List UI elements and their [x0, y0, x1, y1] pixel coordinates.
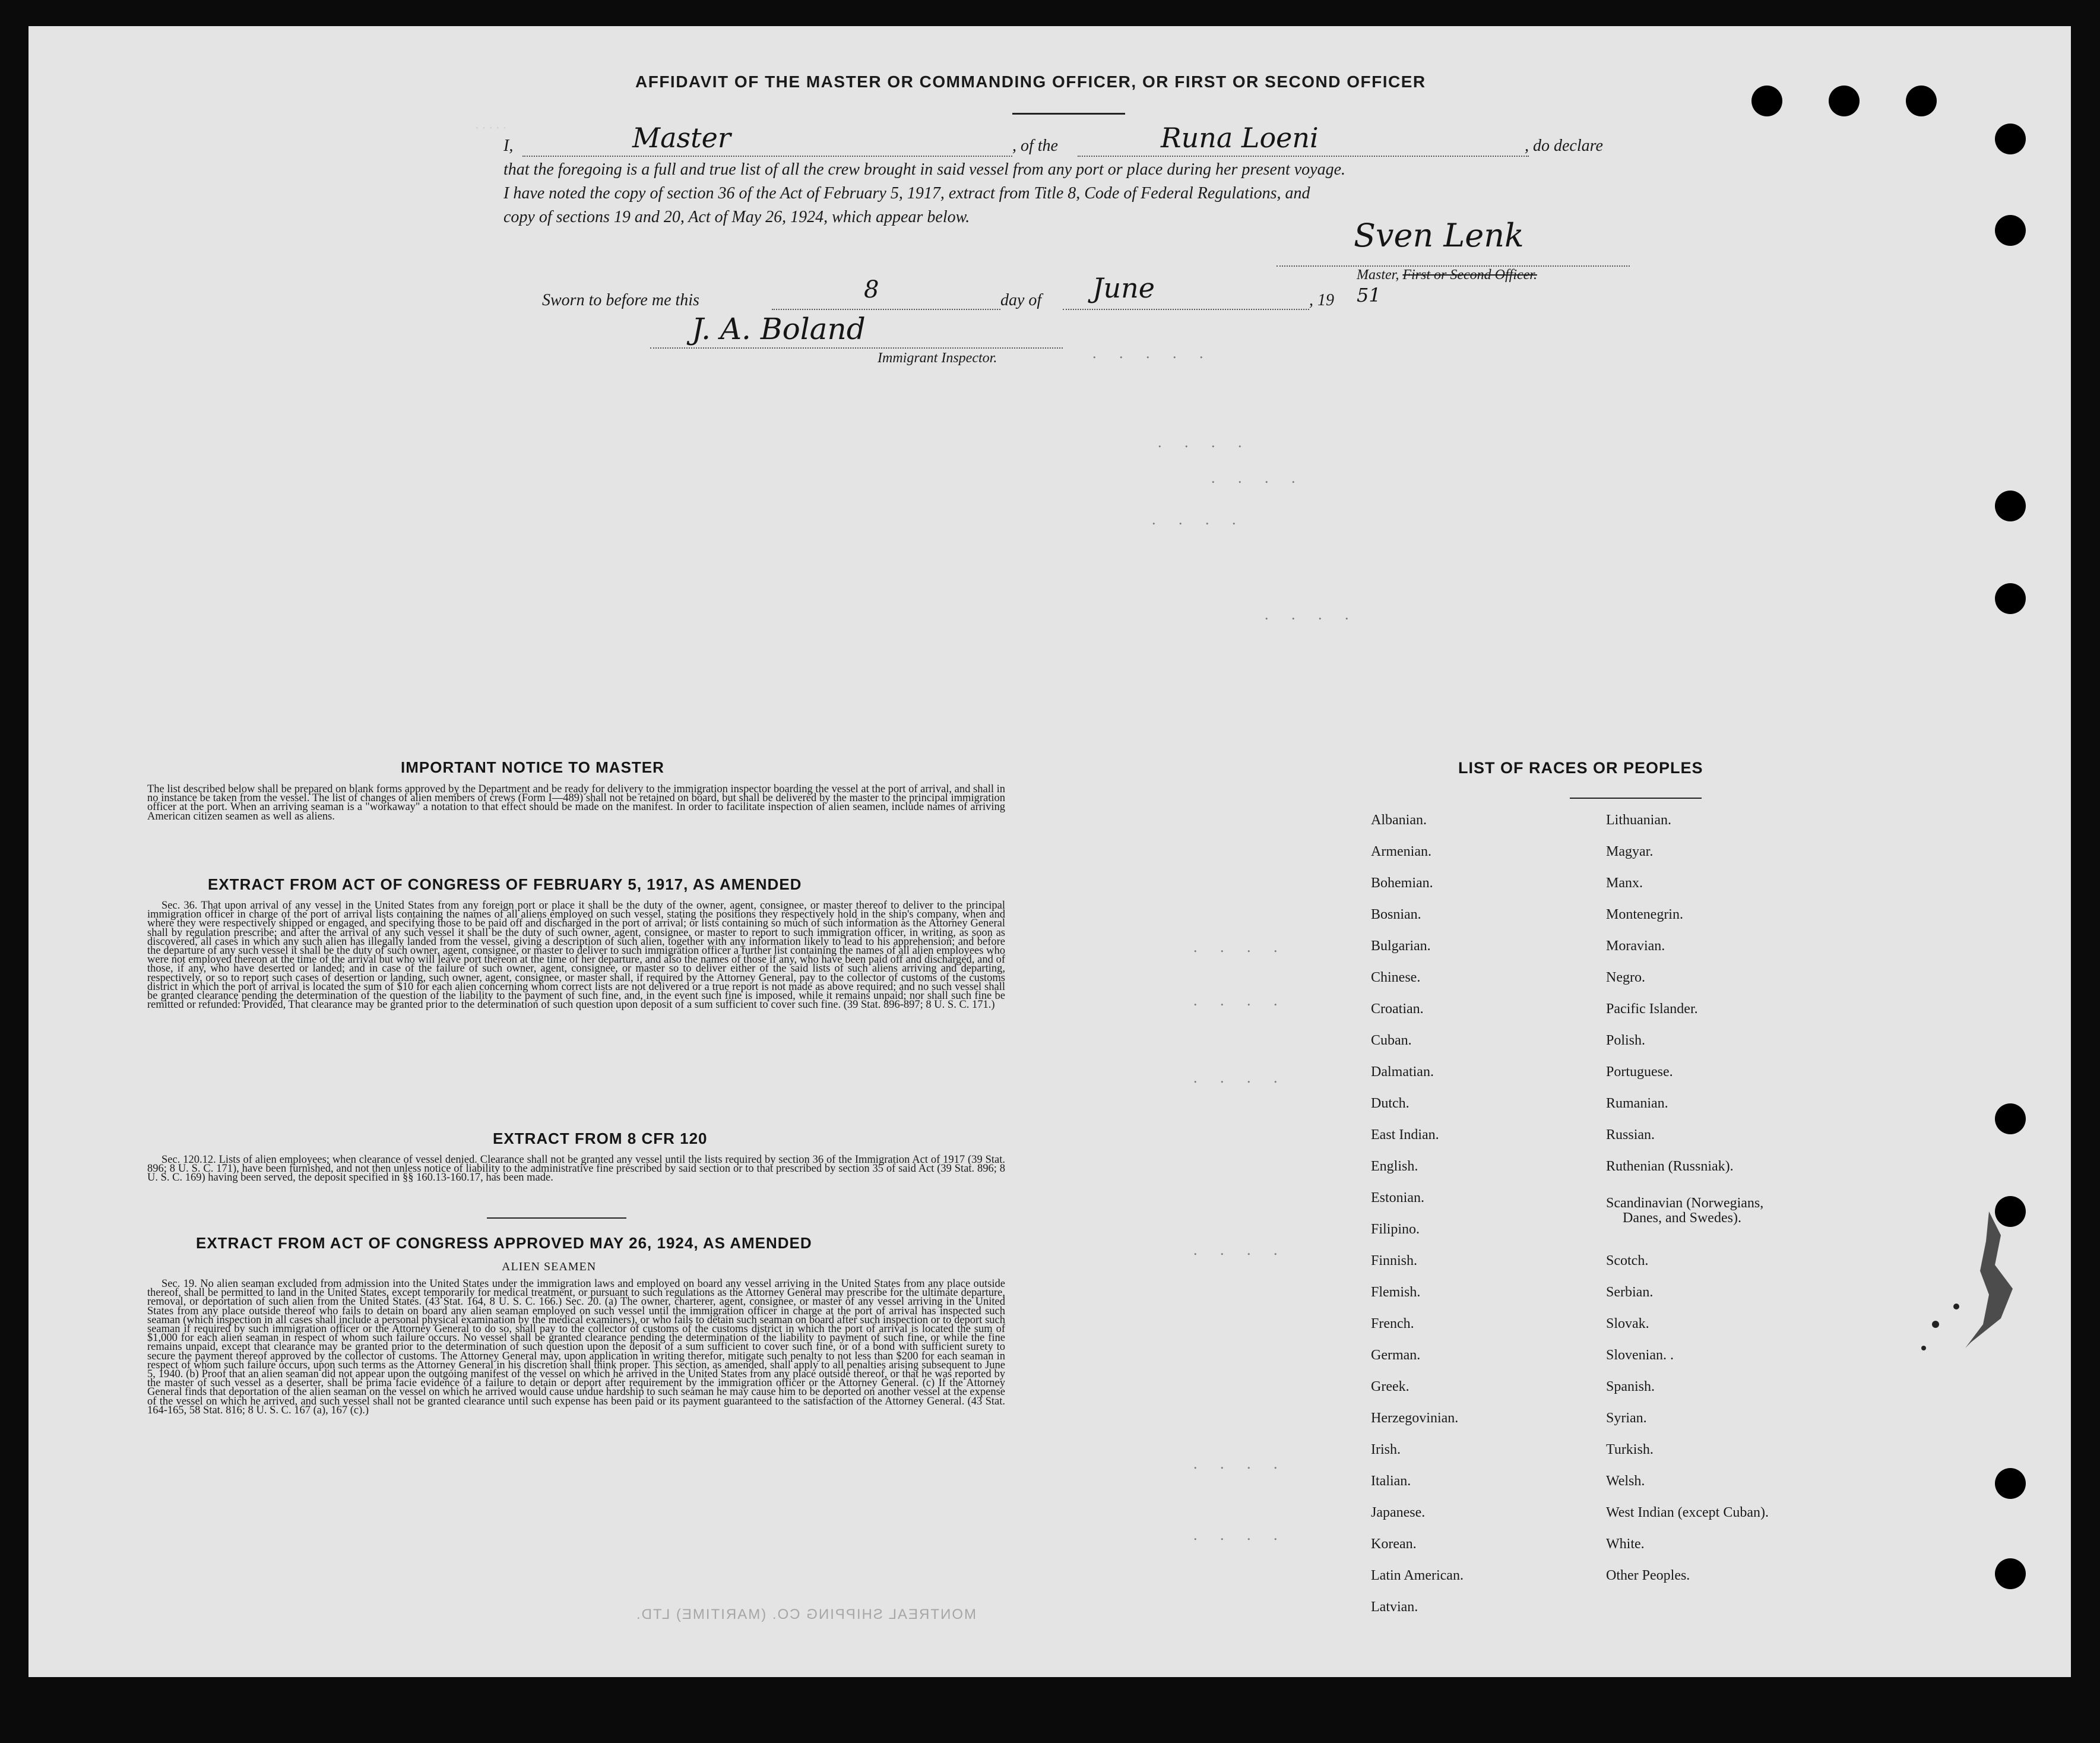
sworn-month-line [1063, 309, 1309, 310]
races-title: LIST OF RACES OR PEOPLES [1458, 759, 1703, 777]
race-item: Dutch. [1371, 1096, 1409, 1111]
faint-leader: . . . . [1193, 1069, 1287, 1086]
race-item: Welsh. [1606, 1473, 1645, 1489]
race-item: English. [1371, 1159, 1418, 1174]
race-item: Montenegrin. [1606, 907, 1683, 922]
race-item: Pacific Islander. [1606, 1001, 1698, 1017]
faint-leader: . . . . [1193, 938, 1287, 956]
section-rule [487, 1217, 626, 1219]
inspector-signature-line [650, 347, 1063, 349]
race-item: Polish. [1606, 1033, 1646, 1048]
faint-leader: . . . . [1265, 606, 1358, 623]
punch-hole [1906, 86, 1937, 116]
race-item: Albanian. [1371, 812, 1427, 828]
punch-hole [1829, 86, 1860, 116]
master-signature: Sven Lenk [1354, 217, 1524, 254]
race-item: Bulgarian. [1371, 938, 1431, 954]
race-item: Armenian. [1371, 844, 1431, 859]
punch-hole [1995, 583, 2026, 614]
master-handwritten: Master [632, 122, 731, 154]
race-item: German. [1371, 1347, 1421, 1363]
do-declare-label: , do declare [1525, 137, 1603, 155]
punch-hole [1995, 1558, 2026, 1589]
race-item: White. [1606, 1536, 1645, 1552]
race-item: Moravian. [1606, 938, 1665, 954]
notice-text: The list described below shall be prepared on blank forms approved by the Department and be ready for delivery to the immigration inspector boarding the vessel at the port of arrival, and shall in no instance be taken from the vessel. The list of changes of alien members of crews (Form I—489) shall not be retained on board, but shall be delivered by the master to the principal immigration officer at the port. When an arriving seaman is a "workaway" a notation to that effect should be made on the manifest. In order to facilitate inspection of alien seamen, include names of arriving American citizen seamen as well as aliens. [147, 783, 1005, 823]
race-item: Korean. [1371, 1536, 1417, 1552]
extract-1924-text: Sec. 19. No alien seaman excluded from admission into the United States under the immigration laws and employed on board any vessel arriving in the United States from any place outside thereof, shall be permitted to land in the United States, except temporarily for medical treatment, or pursuant to such regulations as the Attorney General may prescribe for the ultimate departure, removal, or deportation of such alien from the United States. (43 Stat. 164, 8 U. S. C. 166.) Sec. 20. (a) The owner, charterer, agent, consignee, or master of any vessel arriving in the United States from any place outside thereof who fails to detain on board any alien seaman employed on such vessel until the immigration officer in charge at the port of arrival has inspected such seaman (which inspection in all cases shall include a personal physical examination by the medical examiners), or who fails to detain such seaman on board after such inspection or to deport such seaman if required by such immigration officer or the Attorney General to do so, shall pay to the collector of customs of the customs district in which the port of arrival is located the sum of $1,000 for each alien seaman in respect of whom such failure occurs. No vessel shall be granted clearance pending the determination of the liability to payment of such fine, or while the fine remains unpaid, except that clearance may be granted prior to the determination of such question upon the deposit of a sum sufficient to cover such fine, or of a bond with sufficient surety to secure the payment thereof approved by the collector of customs. The Attorney General may, upon application in writing therefor, mitigate such penalty to not less than $200 for each seaman in respect of whom such failure occurs, upon such terms as the Attorney General in his discretion shall think proper. This section, as amended, shall apply to all penalties arising subsequent to June 5, 1940. (b) Proof that an alien seaman did not appear upon the outgoing manifest of the vessel on which he arrived in the United States from any place outside thereof, or that he was reported by the master of such vessel as a deserter, shall be prima facie evidence of a failure to detain or deport after requirement by the immigration officer or the Attorney General. (c) If the Attorney General finds that deportation of the alien seaman on the vessel on which he arrived would cause undue hardship to such seaman he may cause him to be deported on another vessel at the expense of the vessel on which he arrived, and such vessel shall not be granted clearance until such expense has been paid or its payment guaranteed to the satisfaction of the Attorney General. (43 Stat. 164-165, 58 Stat. 816; 8 U. S. C. 167 (a), 167 (c).) [147, 1278, 1005, 1416]
race-item: Irish. [1371, 1442, 1401, 1457]
alien-seamen-subtitle: ALIEN SEAMEN [502, 1260, 597, 1273]
vessel-handwritten: Runa Loeni [1161, 122, 1319, 154]
punch-hole [1995, 1468, 2026, 1499]
year-handwritten: 51 [1357, 284, 1381, 306]
punch-hole [1751, 86, 1782, 116]
race-item: East Indian. [1371, 1127, 1439, 1143]
extract-cfr-text: Sec. 120.12. Lists of alien employees; when clearance of vessel denied. Clearance shall not be granted any vessel until the lists required by section 36 of the Immigration Act of 1917 (39 Stat. 896; 8 U. S. C. 171), have been furnished, and not then unless notice of liability to the administrative fine prescribed by said section or to that prescribed by section 35 of said Act (39 Stat. 896; 8 U. S. C. 169) having been served, the deposit specified in §§ 160.13-160.17, has been made. [147, 1154, 1005, 1184]
race-item: Portuguese. [1606, 1064, 1673, 1080]
race-item: Turkish. [1606, 1442, 1654, 1457]
affidavit-line-3: I have noted the copy of section 36 of the Act of February 5, 1917, extract from Title 8, Code of Federal Regulations, and [503, 184, 1310, 203]
extract-1924-title: EXTRACT FROM ACT OF CONGRESS APPROVED MAY 26, 1924, AS AMENDED [196, 1234, 812, 1252]
race-item: Manx. [1606, 875, 1643, 891]
master-caption: Master, First or Second Officer. [1357, 267, 1537, 283]
faint-leader: . . . . [1152, 511, 1246, 528]
faint-leader: . . . . [1193, 1455, 1287, 1472]
punch-hole [1995, 124, 2026, 154]
master-signature-line [1277, 265, 1630, 267]
inspector-caption: Immigrant Inspector. [878, 350, 997, 366]
of-the-label: , of the [1012, 137, 1058, 155]
race-item: Filipino. [1371, 1222, 1420, 1237]
race-item: Russian. [1606, 1127, 1655, 1143]
race-item: Rumanian. [1606, 1096, 1668, 1111]
race-item: Latvian. [1371, 1599, 1418, 1615]
race-item: Other Peoples. [1606, 1568, 1690, 1583]
race-item: French. [1371, 1316, 1414, 1331]
affidavit-title: AFFIDAVIT OF THE MASTER OR COMMANDING OFFICER, OR FIRST OR SECOND OFFICER [635, 72, 1426, 91]
document-sheet [28, 26, 2071, 1677]
race-item: Danes, and Swedes). [1623, 1210, 1741, 1226]
race-item: Japanese. [1371, 1505, 1426, 1520]
ink-smudge [1900, 1200, 2036, 1413]
i-label: I, [503, 137, 514, 155]
day-of-label: day of [1000, 291, 1042, 309]
race-item: Finnish. [1371, 1253, 1418, 1269]
race-item: Flemish. [1371, 1285, 1421, 1300]
title-rule [1012, 113, 1125, 115]
faint-leader: . . . . [1211, 469, 1305, 486]
race-item: Herzegovinian. [1371, 1410, 1459, 1426]
race-item: Slovenian. . [1606, 1347, 1674, 1363]
race-item: Scotch. [1606, 1253, 1649, 1269]
race-item: Italian. [1371, 1473, 1411, 1489]
race-item: Lithuanian. [1606, 812, 1671, 828]
race-item: Croatian. [1371, 1001, 1424, 1017]
race-item: Magyar. [1606, 844, 1654, 859]
race-item: Ruthenian (Russniak). [1606, 1159, 1734, 1174]
race-item: Chinese. [1371, 970, 1421, 985]
sworn-label: Sworn to before me this [542, 291, 699, 309]
shipping-company-stamp: MONTREAL SHIPPING CO. (MARITIME) LTD. [635, 1606, 977, 1622]
race-item: Greek. [1371, 1379, 1409, 1394]
affidavit-line-2: that the foregoing is a full and true list of all the crew brought in said vessel from any port or place during her present voyage. [503, 160, 1346, 179]
affidavit-line-4: copy of sections 19 and 20, Act of May 26, 1924, which appear below. [503, 208, 970, 226]
race-item: Cuban. [1371, 1033, 1412, 1048]
faint-leader: . . . . [1193, 1526, 1287, 1543]
sworn-day: 8 [864, 276, 879, 303]
punch-hole [1995, 215, 2026, 246]
race-item: Latin American. [1371, 1568, 1464, 1583]
race-item: Dalmatian. [1371, 1064, 1434, 1080]
race-item: West Indian (except Cuban). [1606, 1505, 1769, 1520]
faint-leader: . . . . [1193, 992, 1287, 1009]
race-item: Negro. [1606, 970, 1645, 985]
races-rule [1570, 798, 1702, 799]
master-name-line [522, 156, 1012, 157]
faint-leader: . . . . [1158, 434, 1252, 451]
race-item: Scandinavian (Norwegians, [1606, 1195, 1764, 1211]
bleed-through-text: · · · · · [475, 122, 507, 135]
inspector-signature: J. A. Boland [692, 312, 866, 346]
faint-leader: . . . . [1193, 1241, 1287, 1258]
year-label: , 19 [1309, 291, 1334, 309]
notice-title: IMPORTANT NOTICE TO MASTER [401, 758, 664, 776]
extract-1917-text: Sec. 36. That upon arrival of any vessel in the United States from any foreign port or place it shall be the duty of the owner, agent, consignee, or master thereof to deliver to the principal immigration officer in charge of the port of arrival lists containing the names of all aliens employed on such vessel, stating the positions they respectively hold in the ship's company, when and where they were respectively shipped or engaged, and specifying those to be paid off and discharged in the port of arrival; or lists containing so much of such information as the Attorney General shall by regulation prescribe; and after the arrival of any such vessel it shall be the duty of such owner, agent, consignee, or master to report to such immigration officer, in writing, as soon as discovered, all cases in which any such alien has illegally landed from the vessel, giving a description of such alien, together with any information likely to lead to his apprehension; and before the departure of any such vessel it shall be the duty of such owner, agent, consignee, or master to deliver to such immigration officer a further list containing the names of all alien employees who were not employed thereon at the time of the arrival but who will leave port thereon at the time of her departure, and also the names of those if any, who have been paid off and discharged, and of those, if any, who have deserted or landed; and in case of the failure of such owner, agent, consignee, or master so to deliver either of the said lists of such aliens arriving and departing, respectively, or so to report such cases of desertion or landing, such owner, agent, consignee, or master shall, if required by the Attorney General, pay to the collector of customs of the customs district in which the port of arrival is located the sum of $10 for each alien concerning whom correct lists are not delivered or a true report is not made as above required; and no such vessel shall be granted clearance pending the determination of the question of the liability to the payment of such fine, and, in the event such fine is imposed, while it remains unpaid; nor shall such fine be remitted or refunded: Provided, That clearance may be granted prior to the determination of such question upon deposit of a sum sufficient to cover such fine. (39 Stat. 896-897; 8 U. S. C. 171.) [147, 900, 1005, 1011]
race-item: Spanish. [1606, 1379, 1655, 1394]
race-item: Bohemian. [1371, 875, 1433, 891]
punch-hole [1995, 1103, 2026, 1134]
race-item: Serbian. [1606, 1285, 1654, 1300]
race-item: Slovak. [1606, 1316, 1649, 1331]
sworn-day-line [772, 309, 1000, 310]
extract-1917-title: EXTRACT FROM ACT OF CONGRESS OF FEBRUARY 5, 1917, AS AMENDED [208, 875, 802, 893]
race-item: Syrian. [1606, 1410, 1647, 1426]
race-item: Estonian. [1371, 1190, 1424, 1206]
vessel-name-line [1078, 156, 1529, 157]
extract-cfr-title: EXTRACT FROM 8 CFR 120 [493, 1130, 708, 1147]
faint-leader: . . . . . [1092, 344, 1213, 362]
punch-hole [1995, 491, 2026, 521]
race-item: Bosnian. [1371, 907, 1421, 922]
sworn-month: June [1092, 272, 1155, 304]
